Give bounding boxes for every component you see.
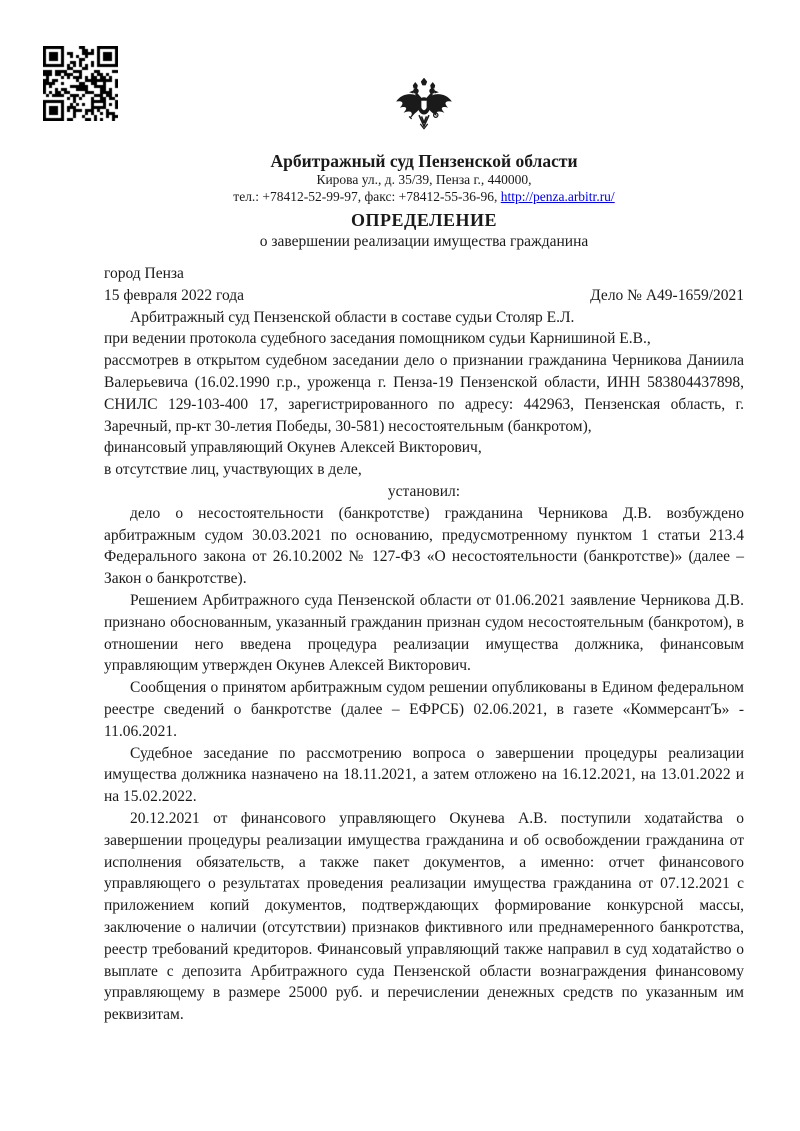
paragraph-hearing-schedule: Судебное заседание по рассмотрению вопроса о завершении процедуры реализации имущества должника назначено на 18.11.2021, а затем отложено на 16.12.2021, на 13.01.2022 и на 15.02.2022. bbox=[104, 744, 744, 806]
case-number: Дело № А49-1659/2021 bbox=[590, 286, 744, 304]
document-body bbox=[104, 263, 744, 1026]
court-website-link[interactable]: http://penza.arbitr.ru/ bbox=[500, 189, 615, 204]
paragraph-court-decision: Решением Арбитражного суда Пензенской области от 01.06.2021 заявление Черникова Д.В. признано обоснованным, указанный гражданин признан судом несостоятельным (банкротом), в отношении него введена процедура реализации имущества должника, финансовым управляющим утвержден Окунев Алексей Викторович. bbox=[104, 591, 744, 675]
court-address: Кирова ул., д. 35/39, Пенза г., 440000, bbox=[316, 172, 532, 187]
court-phone-fax: тел.: +78412-52-99-97, факс: +78412-55-36-96, bbox=[233, 189, 501, 204]
document-date: 15 февраля 2022 года bbox=[104, 286, 245, 304]
document-type-title: ОПРЕДЕЛЕНИЕ bbox=[350, 210, 498, 230]
resolution-word: установил: bbox=[387, 482, 461, 500]
paragraph-publications: Сообщения о принятом арбитражным судом решении опубликованы в Едином федеральном реестре сведений о банкротстве (далее – ЕФРСБ) 02.06.2021, в газете «КоммерсантЪ» - 11.06.2021. bbox=[104, 679, 744, 740]
paragraph-case-initiated: дело о несостоятельности (банкротстве) гражданина Черникова Д.В. возбуждено арбитражным судом 30.03.2021 по основанию, предусмотренному пунктом 1 статьи 213.4 Федерального закона от 26.10.2002 № 127-ФЗ «О несостоятельности (банкротстве)» (далее – Закон о банкротстве). bbox=[104, 504, 744, 588]
date-case-row bbox=[104, 285, 744, 307]
city-line: город Пенза bbox=[104, 265, 184, 282]
court-name: Арбитражный суд Пензенской области bbox=[270, 151, 578, 171]
judge-line: Арбитражный суд Пензенской области в составе судьи Столяр Е.Л. bbox=[130, 308, 575, 326]
paragraph-manager-motions: 20.12.2021 от финансового управляющего Окунева А.В. поступили ходатайства о завершении процедуры реализации имущества гражданина и об освобождении гражданина от исполнения обязательств, а также пакет документов, а именно: отчет финансового управляющего о результатах проведения реализации имущества гражданина от 07.12.2021 с приложением копий документов, подтверждающих формирование конкурсной массы, заключение о наличии (отсутствии) признаков фиктивного или преднамеренного банкротства, реестр требований кредиторов. Финансовый управляющий также направил в суд ходатайство о выплате с депозита Арбитражного суда Пензенской области вознаграждения финансовому управляющему в размере 25000 руб. и перечислении денежных средств по указанным им реквизитам. bbox=[104, 809, 744, 1024]
document-header bbox=[104, 78, 744, 251]
document-subtitle: о завершении реализации имущества гражданина bbox=[259, 233, 589, 250]
clerk-line: при ведении протокола судебного заседания помощником судьи Карнишиной Е.В., bbox=[104, 330, 651, 348]
court-contacts-line bbox=[104, 188, 744, 205]
case-subject-paragraph: рассмотрев в открытом судебном заседании дело о признании гражданина Черникова Даниила Валерьевича (16.02.1990 г.р., уроженца г. Пенза-19 Пензенской области, ИНН 583804437898, СНИЛС 129-103-400 17, зарегистрированного по адресу: 442963, Пензенская область, г. Заречный, пр-кт 30-летия Победы, 30-581) несостоятельным (банкротом), bbox=[104, 352, 744, 435]
absence-line: в отсутствие лиц, участвующих в деле, bbox=[104, 461, 362, 479]
financial-manager-line: финансовый управляющий Окунев Алексей Викторович, bbox=[104, 439, 482, 457]
russian-coat-of-arms-icon bbox=[393, 78, 455, 135]
